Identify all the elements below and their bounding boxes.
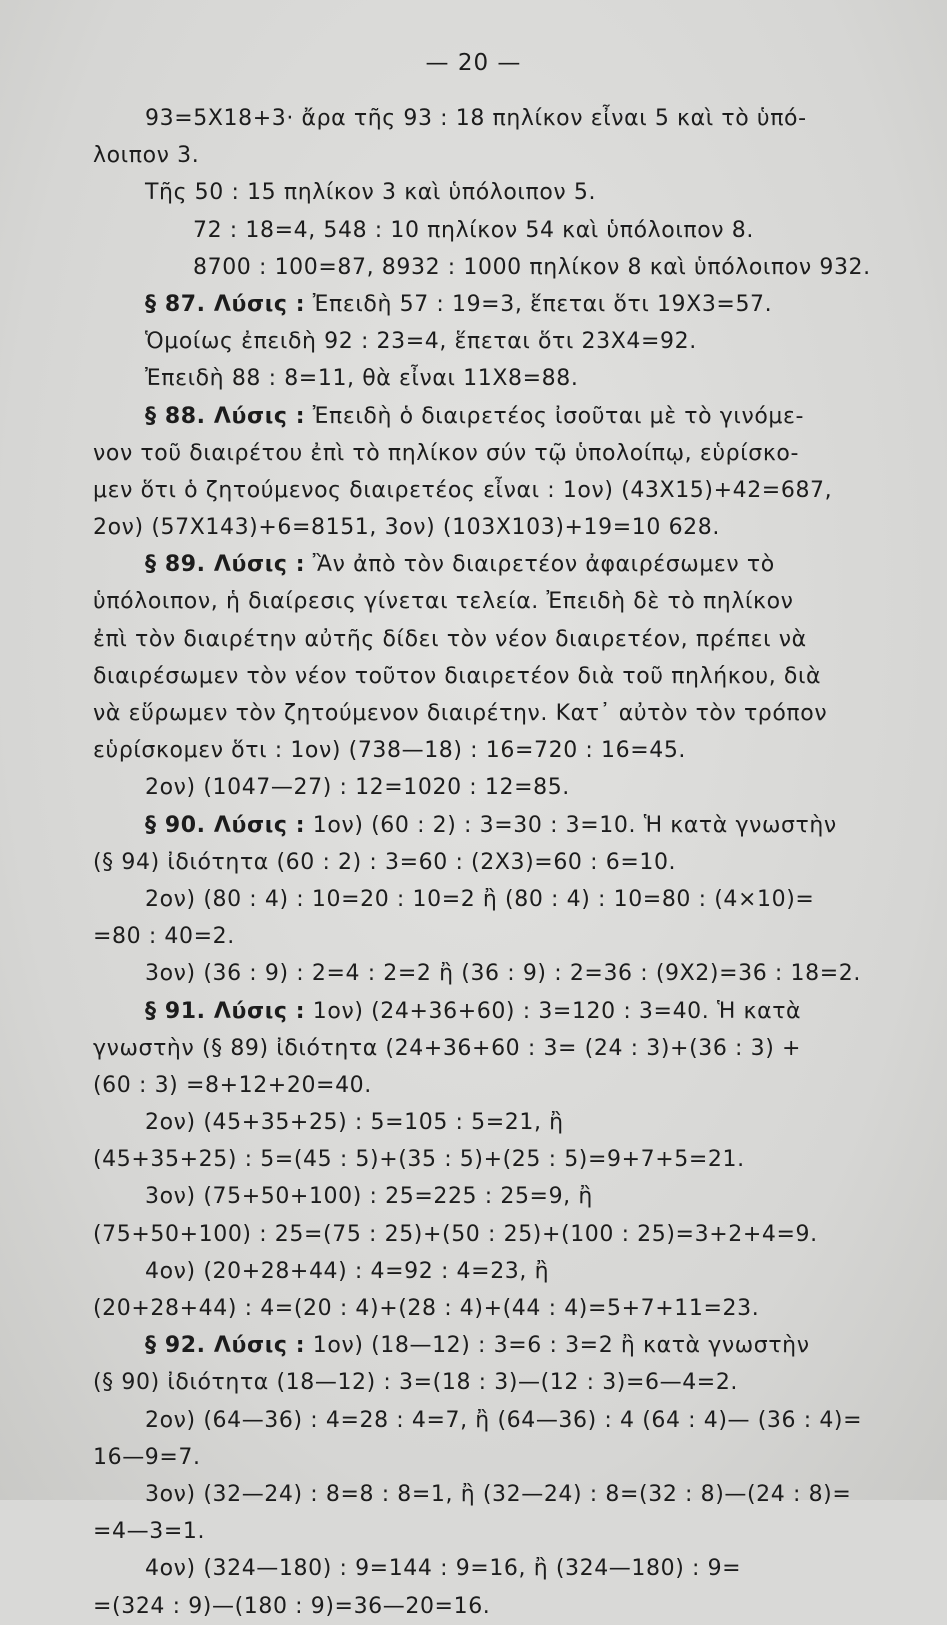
text-line	[93, 1067, 913, 1104]
section-heading: § 89. Λύσις :	[145, 552, 306, 578]
line-text: ἐπὶ τὸν διαιρέτην αὐτῆς δίδει τὸν νέον διαιρετέον, πρέπει νὰ	[93, 626, 807, 652]
text-line	[93, 993, 913, 1030]
line-text: διαιρέσωμεν τὸν νέον τοῦτον διαιρετέον διὰ τοῦ πηλήκου, διὰ	[93, 663, 822, 689]
line-text: ὑπόλοιπον, ἡ διαίρεσις γίνεται τελεία. Ἐπειδὴ δὲ τὸ πηλίκον	[93, 589, 794, 615]
line-text: 1ον) (60 : 2) : 3=30 : 3=10. Ἡ κατὰ γνωστὴν	[305, 812, 837, 838]
text-line	[93, 1253, 913, 1290]
line-text: (§ 94) ἰδιότητα (60 : 2) : 3=60 : (2X3)=60 : 6=10.	[93, 849, 677, 875]
text-body	[93, 100, 913, 1625]
text-line	[93, 844, 913, 881]
line-text: (45+35+25) : 5=(45 : 5)+(35 : 5)+(25 : 5)=9+7+5=21.	[93, 1147, 745, 1173]
text-line	[93, 1588, 913, 1625]
section-heading: § 90. Λύσις :	[145, 812, 306, 838]
line-text: Ὁμοίως ἐπειδὴ 92 : 23=4, ἕπεται ὅτι 23X4=92.	[145, 329, 697, 355]
text-line	[93, 212, 913, 249]
text-line	[93, 881, 913, 918]
line-text: =(324 : 9)—(180 : 9)=36—20=16.	[93, 1593, 491, 1619]
line-text: εὑρίσκομεν ὅτι : 1ον) (738—18) : 16=720 : 16=45.	[93, 738, 687, 764]
line-text: 8700 : 100=87, 8932 : 1000 πηλίκον 8 καὶ ὑπόλοιπον 932.	[193, 254, 871, 280]
text-line	[93, 509, 913, 546]
section-heading: § 88. Λύσις :	[145, 403, 306, 429]
line-text: νον τοῦ διαιρέτου ἐπὶ τὸ πηλίκον σύν τῷ ὑπολοίπῳ, εὑρίσκο-	[93, 440, 799, 466]
section-heading: § 91. Λύσις :	[145, 998, 306, 1024]
line-text: νὰ εὕρωμεν τὸν ζητούμενον διαιρέτην. Κατ᾽ αὐτὸν τὸν τρόπον	[93, 701, 828, 726]
text-line	[93, 100, 913, 137]
line-text: 4ον) (20+28+44) : 4=92 : 4=23, ἢ	[145, 1258, 550, 1284]
text-line	[93, 249, 913, 286]
text-line	[93, 472, 913, 509]
text-line	[93, 955, 913, 992]
line-text: 3ον) (75+50+100) : 25=225 : 25=9, ἢ	[145, 1184, 593, 1210]
line-text: =4—3=1.	[93, 1519, 206, 1545]
line-text: (20+28+44) : 4=(20 : 4)+(28 : 4)+(44 : 4)=5+7+11=23.	[93, 1296, 760, 1321]
text-line	[93, 1030, 913, 1067]
text-line	[93, 1402, 913, 1439]
line-text: 16—9=7.	[93, 1444, 201, 1470]
text-line	[93, 1550, 913, 1587]
line-text: Ἂν ἀπὸ τὸν διαιρετέον ἀφαιρέσωμεν τὸ	[305, 552, 775, 578]
text-line	[93, 1439, 913, 1476]
text-line	[93, 1290, 913, 1327]
text-line	[93, 732, 913, 769]
line-text: 2ον) (80 : 4) : 10=20 : 10=2 ἢ (80 : 4) : 10=80 : (4×10)=	[145, 886, 815, 912]
line-text: 1ον) (18—12) : 3=6 : 3=2 ἢ κατὰ γνωστὴν	[305, 1333, 810, 1359]
line-text: 1ον) (24+36+60) : 3=120 : 3=40. Ἡ κατὰ	[305, 998, 802, 1024]
text-line	[93, 1513, 913, 1550]
line-text: 3ον) (32—24) : 8=8 : 8=1, ἢ (32—24) : 8=(32 : 8)—(24 : 8)=	[145, 1481, 852, 1507]
text-line	[93, 435, 913, 472]
line-text: =80 : 40=2.	[93, 924, 235, 950]
text-line	[93, 286, 913, 323]
text-line	[93, 1364, 913, 1401]
text-line	[93, 1178, 913, 1215]
page-number: — 20 —	[425, 50, 522, 76]
text-line	[93, 918, 913, 955]
line-text: λοιπον 3.	[93, 143, 200, 169]
line-text: 4ον) (324—180) : 9=144 : 9=16, ἢ (324—180) : 9=	[145, 1556, 742, 1582]
line-text: 72 : 18=4, 548 : 10 πηλίκον 54 καὶ ὑπόλοιπον 8.	[193, 217, 754, 243]
text-line	[93, 695, 913, 732]
text-line	[93, 807, 913, 844]
line-text: (§ 90) ἰδιότητα (18—12) : 3=(18 : 3)—(12 : 3)=6—4=2.	[93, 1370, 739, 1396]
text-line	[93, 1216, 913, 1253]
line-text: 93=5X18+3· ἄρα τῆς 93 : 18 πηλίκον εἶναι 5 καὶ τὸ ὑπό-	[145, 106, 807, 131]
text-line	[93, 1104, 913, 1141]
line-text: 2ον) (57X143)+6=8151, 3ον) (103X103)+19=10 628.	[93, 515, 720, 541]
text-line	[93, 621, 913, 658]
section-heading: § 92. Λύσις :	[145, 1333, 306, 1359]
text-line	[93, 583, 913, 620]
line-text: γνωστὴν (§ 89) ἰδιότητα (24+36+60 : 3= (24 : 3)+(36 : 3) +	[93, 1035, 802, 1061]
text-line	[93, 658, 913, 695]
text-line	[93, 398, 913, 435]
line-text: Ἐπειδὴ ὁ διαιρετέος ἰσοῦται μὲ τὸ γινόμε-	[305, 403, 805, 429]
text-line	[93, 360, 913, 397]
text-line	[93, 1327, 913, 1364]
line-text: 2ον) (45+35+25) : 5=105 : 5=21, ἢ	[145, 1110, 564, 1136]
line-text: (75+50+100) : 25=(75 : 25)+(50 : 25)+(100 : 25)=3+2+4=9.	[93, 1221, 818, 1247]
line-text: μεν ὅτι ὁ ζητούμενος διαιρετέος εἶναι : 1ον) (43X15)+42=687,	[93, 477, 833, 503]
text-line	[93, 137, 913, 174]
text-line	[93, 769, 913, 806]
line-text: 2ον) (1047—27) : 12=1020 : 12=85.	[145, 775, 570, 801]
line-text: Ἐπειδὴ 57 : 19=3, ἕπεται ὅτι 19X3=57.	[305, 291, 773, 317]
line-text: Τῆς 50 : 15 πηλίκον 3 καὶ ὑπόλοιπον 5.	[145, 180, 597, 206]
text-line	[93, 323, 913, 360]
text-line	[93, 1476, 913, 1513]
text-line	[93, 1141, 913, 1178]
line-text: Ἐπειδὴ 88 : 8=11, θὰ εἶναι 11X8=88.	[145, 366, 579, 392]
line-text: 3ον) (36 : 9) : 2=4 : 2=2 ἢ (36 : 9) : 2=36 : (9X2)=36 : 18=2.	[145, 961, 861, 987]
text-line	[93, 174, 913, 211]
line-text: 2ον) (64—36) : 4=28 : 4=7, ἢ (64—36) : 4 (64 : 4)— (36 : 4)=	[145, 1407, 863, 1433]
line-text: (60 : 3) =8+12+20=40.	[93, 1072, 372, 1098]
text-line	[93, 546, 913, 583]
section-heading: § 87. Λύσις :	[145, 291, 306, 317]
